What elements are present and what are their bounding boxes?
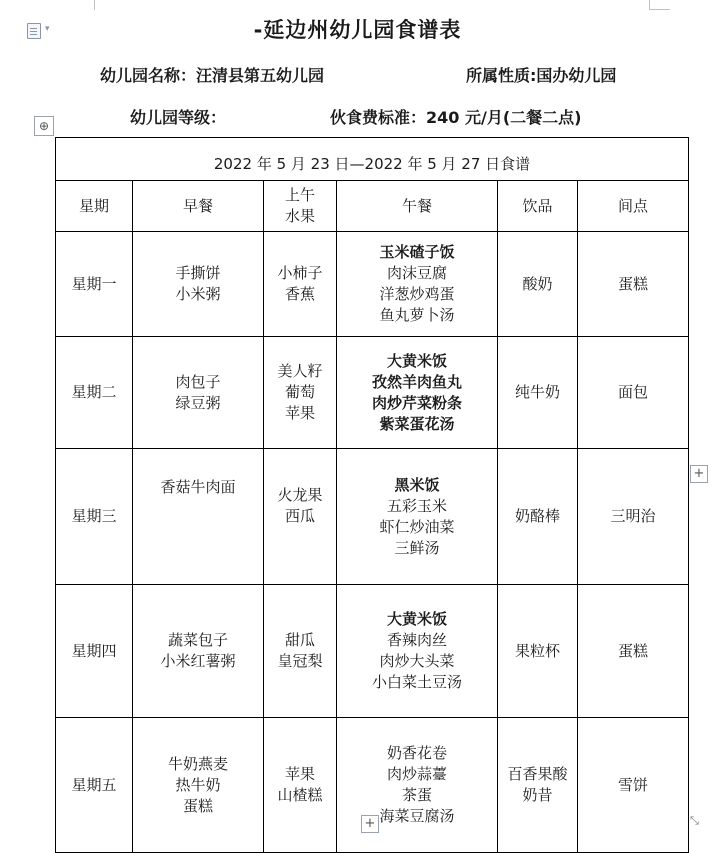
kindergarten-name: 幼儿园名称：汪清县第五幼儿园 bbox=[100, 66, 325, 85]
header-snack: 间点 bbox=[578, 181, 689, 232]
breakfast-cell: 牛奶燕麦 热牛奶 蛋糕 bbox=[133, 718, 264, 853]
drink-cell: 纯牛奶 bbox=[498, 337, 578, 449]
drink-cell: 奶酪棒 bbox=[498, 449, 578, 585]
lunch-cell: 玉米碴子饭 肉沫豆腐 洋葱炒鸡蛋 鱼丸萝卜汤 bbox=[337, 232, 498, 337]
drink-cell: 果粒杯 bbox=[498, 585, 578, 718]
drink-cell: 百香果酸 奶昔 bbox=[498, 718, 578, 853]
header-row bbox=[56, 181, 689, 232]
menu-table bbox=[55, 137, 689, 853]
header-lunch: 午餐 bbox=[337, 181, 498, 232]
breakfast-cell: 香菇牛肉面 bbox=[133, 449, 264, 585]
table-row bbox=[56, 585, 689, 718]
add-column-button[interactable]: + bbox=[690, 465, 708, 483]
day-cell: 星期一 bbox=[56, 232, 133, 337]
lunch-cell: 大黄米饭 香辣肉丝 肉炒大头菜 小白菜土豆汤 bbox=[337, 585, 498, 718]
day-cell: 星期三 bbox=[56, 449, 133, 585]
fruit-cell: 美人籽 葡萄 苹果 bbox=[264, 337, 337, 449]
margin-mark-top-left bbox=[94, 0, 95, 10]
table-row bbox=[56, 337, 689, 449]
kindergarten-grade: 幼儿园等级： bbox=[130, 108, 227, 127]
page-title: -延边州幼儿园食谱表 bbox=[253, 18, 462, 42]
snack-cell: 蛋糕 bbox=[578, 232, 689, 337]
day-cell: 星期五 bbox=[56, 718, 133, 853]
meal-fee-standard: 伙食费标准：240 元/月(二餐二点) bbox=[330, 108, 582, 127]
header-fruit: 上午 水果 bbox=[264, 181, 337, 232]
snack-cell: 雪饼 bbox=[578, 718, 689, 853]
header-day: 星期 bbox=[56, 181, 133, 232]
lunch-cell: 大黄米饭 孜然羊肉鱼丸 肉炒芹菜粉条 紫菜蛋花汤 bbox=[337, 337, 498, 449]
breakfast-cell: 手撕饼 小米粥 bbox=[133, 232, 264, 337]
table-row bbox=[56, 449, 689, 585]
drink-cell: 酸奶 bbox=[498, 232, 578, 337]
table-move-handle-icon[interactable]: ⊕ bbox=[34, 116, 54, 136]
header-breakfast: 早餐 bbox=[133, 181, 264, 232]
fruit-cell: 甜瓜 皇冠梨 bbox=[264, 585, 337, 718]
add-row-button[interactable]: + bbox=[361, 815, 379, 833]
lunch-cell: 奶香花卷 肉炒蒜薹 茶蛋 海菜豆腐汤 bbox=[337, 718, 498, 853]
fruit-cell: 小柿子 香蕉 bbox=[264, 232, 337, 337]
fruit-cell: 苹果 山楂糕 bbox=[264, 718, 337, 853]
margin-mark-top-right bbox=[649, 0, 670, 10]
day-cell: 星期二 bbox=[56, 337, 133, 449]
breakfast-cell: 蔬菜包子 小米红薯粥 bbox=[133, 585, 264, 718]
date-range-cell bbox=[56, 138, 689, 181]
date-range: 2022 年 5 月 23 日—2022 年 5 月 27 日食谱 bbox=[213, 154, 531, 173]
chevron-down-icon[interactable]: ▾ bbox=[45, 24, 50, 34]
snack-cell: 三明治 bbox=[578, 449, 689, 585]
table-row bbox=[56, 232, 689, 337]
fruit-cell: 火龙果 西瓜 bbox=[264, 449, 337, 585]
table-resize-handle-icon[interactable]: ⤡ bbox=[690, 814, 699, 827]
header-drink: 饮品 bbox=[498, 181, 578, 232]
snack-cell: 面包 bbox=[578, 337, 689, 449]
ownership-type: 所属性质:国办幼儿园 bbox=[466, 66, 617, 85]
breakfast-cell: 肉包子 绿豆粥 bbox=[133, 337, 264, 449]
day-cell: 星期四 bbox=[56, 585, 133, 718]
lunch-cell: 黑米饭 五彩玉米 虾仁炒油菜 三鲜汤 bbox=[337, 449, 498, 585]
snack-cell: 蛋糕 bbox=[578, 585, 689, 718]
